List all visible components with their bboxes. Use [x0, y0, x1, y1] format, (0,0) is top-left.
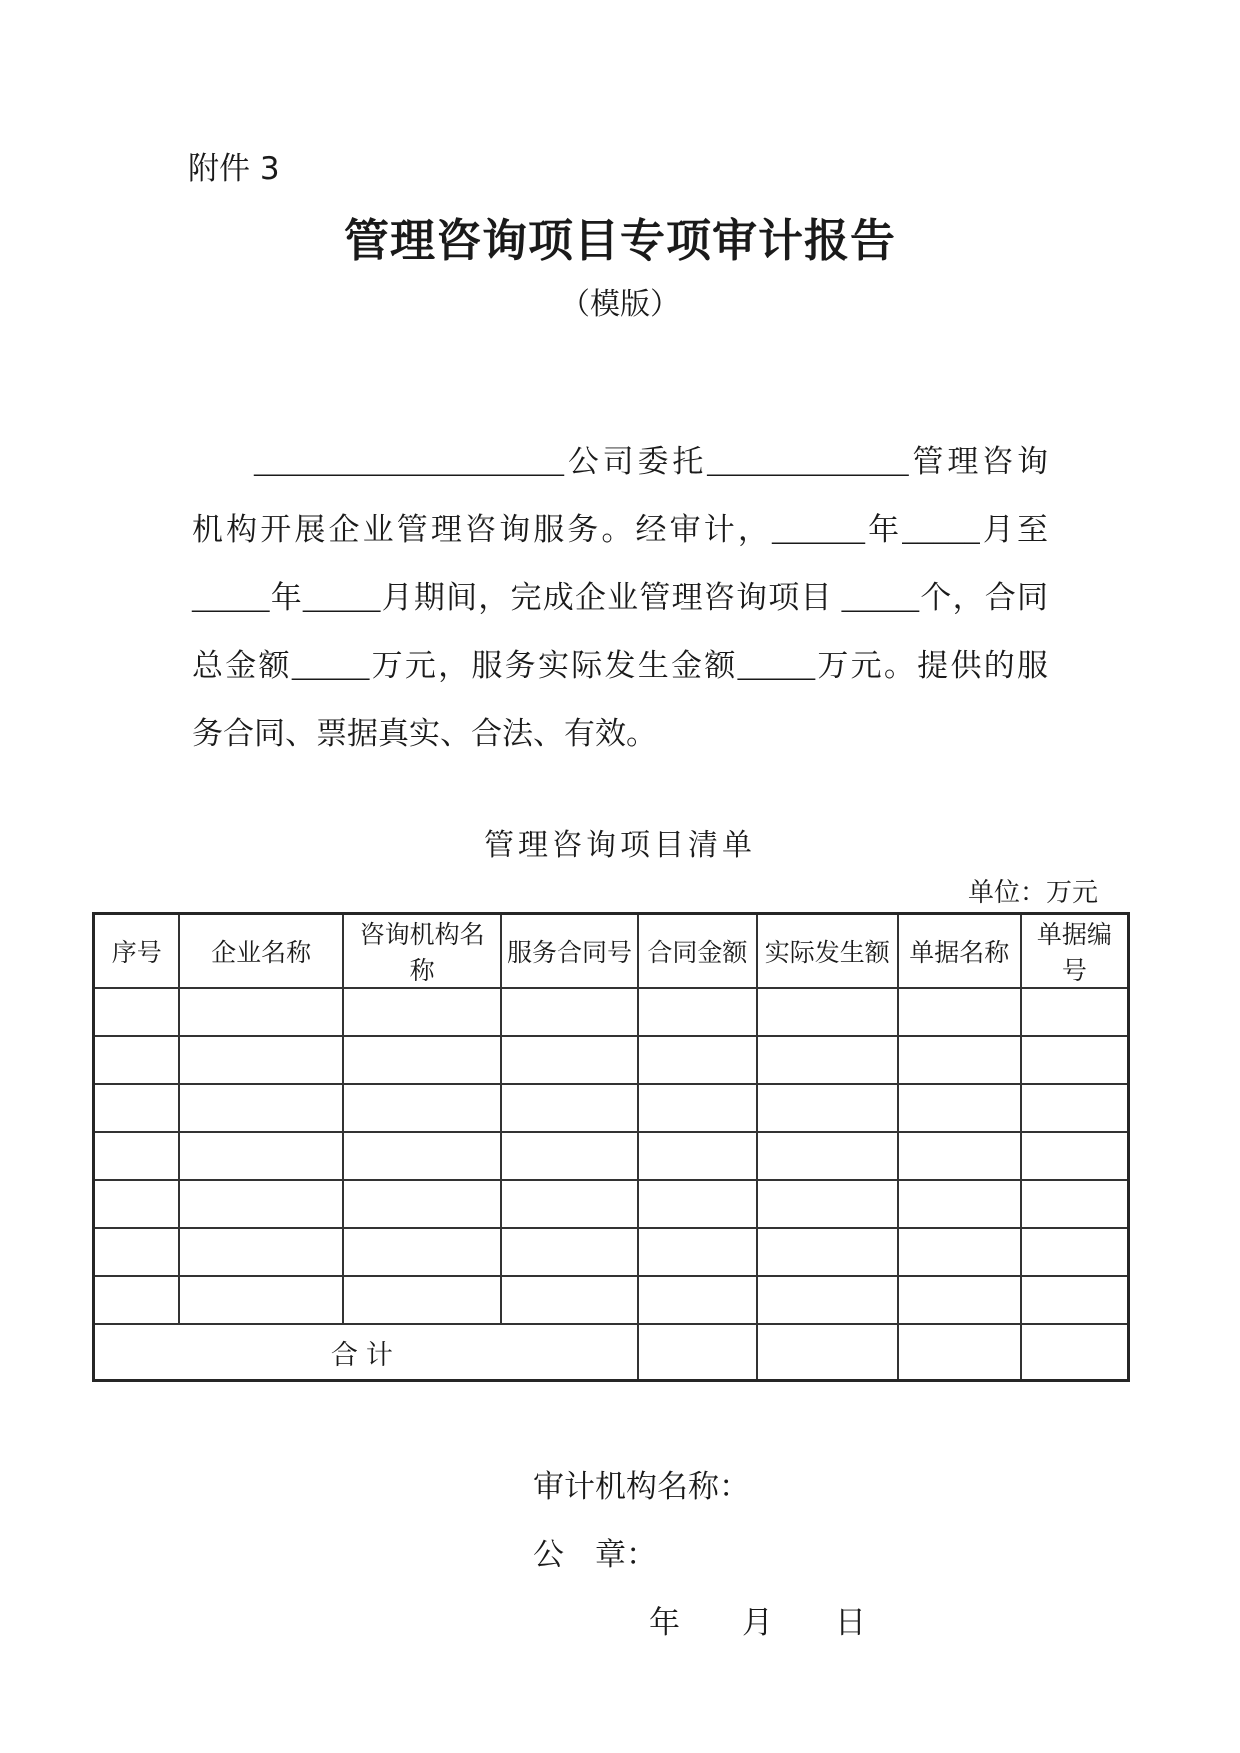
table-cell [1021, 1036, 1129, 1084]
total-value-cell [1021, 1324, 1129, 1381]
column-header: 服务合同号 [501, 914, 638, 989]
table-header-row [94, 914, 1129, 989]
table-cell [1021, 1084, 1129, 1132]
table-title: 管理咨询项目清单 [484, 829, 756, 862]
document-subtitle: （模版） [560, 288, 680, 321]
auditor-name-label: 审计机构名称： [533, 1469, 750, 1504]
total-value-cell [898, 1324, 1021, 1381]
table-cell [638, 1276, 757, 1324]
paragraph-line: 总金额_____万元，服务实际发生金额_____万元。提供的服 [192, 648, 1048, 683]
table-cell [179, 1276, 343, 1324]
table-cell [501, 988, 638, 1036]
table-cell [757, 1132, 898, 1180]
column-header: 实际发生额 [757, 914, 898, 989]
signature-block [533, 1468, 1240, 1642]
paragraph-line: ____________________公司委托_____________管理咨询 [254, 444, 1048, 479]
table-cell [501, 1132, 638, 1180]
table-cell [94, 1084, 180, 1132]
table-cell [179, 1180, 343, 1228]
column-header: 合同金额 [638, 914, 757, 989]
paragraph-line: 机构开展企业管理咨询服务。经审计，______年_____月至 [192, 512, 1048, 547]
table-cell [343, 1180, 501, 1228]
table-cell [501, 1276, 638, 1324]
table-row [94, 988, 1129, 1036]
column-header: 序号 [94, 914, 180, 989]
table-cell [94, 1180, 180, 1228]
table-cell [94, 1132, 180, 1180]
table-cell [638, 988, 757, 1036]
total-value-cell [757, 1324, 898, 1381]
table-cell [1021, 1276, 1129, 1324]
table-cell [898, 1180, 1021, 1228]
table-row [94, 1180, 1129, 1228]
column-header: 单据名称 [898, 914, 1021, 989]
table-cell [94, 988, 180, 1036]
table-cell [638, 1132, 757, 1180]
table-cell [179, 1084, 343, 1132]
column-header: 单据编号 [1021, 914, 1129, 989]
table-cell [1021, 1132, 1129, 1180]
table-cell [501, 1084, 638, 1132]
table-cell [501, 1180, 638, 1228]
total-value-cell [638, 1324, 757, 1381]
table-cell [179, 988, 343, 1036]
paragraph-line: 务合同、票据真实、合法、有效。 [192, 716, 657, 751]
document-title: 管理咨询项目专项审计报告 [343, 214, 896, 267]
table-cell [638, 1084, 757, 1132]
table-cell [94, 1276, 180, 1324]
official-seal-label: 公 章： [533, 1537, 657, 1572]
table-cell [757, 1228, 898, 1276]
table-cell [898, 988, 1021, 1036]
table-cell [94, 1228, 180, 1276]
table-cell [898, 1228, 1021, 1276]
table-cell [179, 1036, 343, 1084]
table-cell [94, 1036, 180, 1084]
paragraph-line: _____年_____月期间，完成企业管理咨询项目 _____个，合同 [192, 580, 1048, 615]
total-label: 合计 [94, 1324, 638, 1381]
table-cell [179, 1132, 343, 1180]
table-row [94, 1036, 1129, 1084]
table-row [94, 1132, 1129, 1180]
column-header: 企业名称 [179, 914, 343, 989]
unit-label: 单位：万元 [967, 878, 1098, 907]
table-cell [343, 1132, 501, 1180]
table-cell [179, 1228, 343, 1276]
table-cell [898, 1084, 1021, 1132]
table-cell [1021, 988, 1129, 1036]
table-cell [757, 1180, 898, 1228]
table-cell [343, 988, 501, 1036]
table-row [94, 1084, 1129, 1132]
table-cell [638, 1228, 757, 1276]
intro-paragraph [192, 428, 1048, 768]
table-cell [757, 988, 898, 1036]
table-cell [757, 1036, 898, 1084]
table-cell [343, 1228, 501, 1276]
table-cell [757, 1276, 898, 1324]
table-cell [343, 1276, 501, 1324]
table-cell [898, 1276, 1021, 1324]
table-cell [638, 1036, 757, 1084]
table-cell [1021, 1180, 1129, 1228]
total-row [94, 1324, 1129, 1381]
table-row [94, 1228, 1129, 1276]
table-cell [501, 1036, 638, 1084]
table-row [94, 1276, 1129, 1324]
table-cell [757, 1084, 898, 1132]
table-cell [898, 1036, 1021, 1084]
table-cell [898, 1132, 1021, 1180]
table-cell [343, 1036, 501, 1084]
project-list-table [92, 912, 1130, 1382]
column-header: 咨询机构名称 [343, 914, 501, 989]
table-cell [343, 1084, 501, 1132]
table-cell [638, 1180, 757, 1228]
date-line: 年 月 日 [649, 1605, 866, 1640]
table-cell [501, 1228, 638, 1276]
attachment-label: 附件 3 [188, 151, 280, 187]
table-cell [1021, 1228, 1129, 1276]
